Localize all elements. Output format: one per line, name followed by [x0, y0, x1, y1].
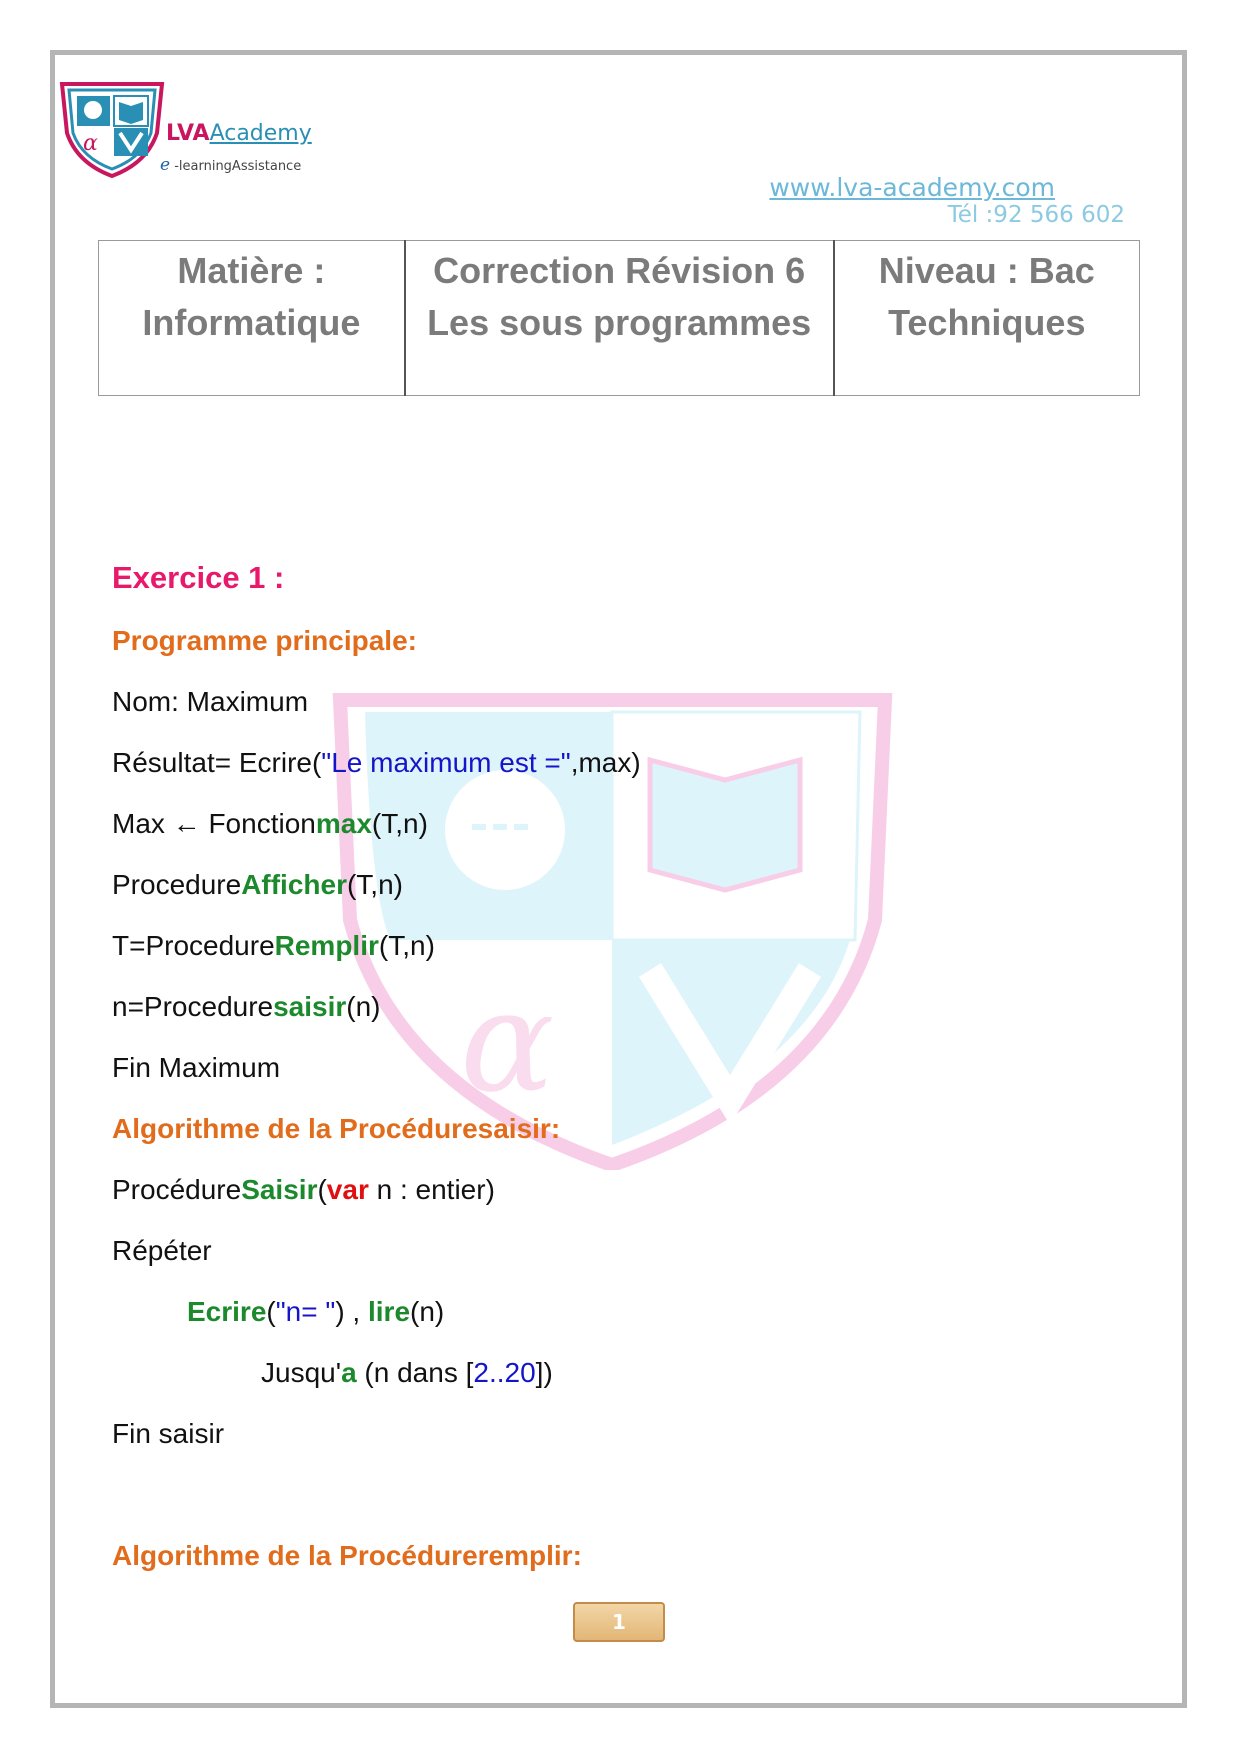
code-line-resultat — [112, 747, 641, 779]
code-line-nom: Nom: Maximum — [112, 686, 309, 717]
subject-line1: Matière : — [177, 250, 326, 291]
decl-text: Procédure — [112, 1174, 242, 1205]
decl-keyword: Saisir — [241, 1174, 318, 1205]
saisir-text: n=Procedure — [112, 991, 274, 1022]
decl-var-keyword: var — [326, 1174, 369, 1205]
code-line-saisir-decl — [112, 1174, 495, 1206]
brand-name — [166, 121, 312, 146]
range-low: 2 — [473, 1357, 489, 1388]
brand-lva: LVA — [166, 121, 210, 146]
decl-paren: ( — [317, 1174, 327, 1205]
code-line-saisir — [112, 991, 381, 1023]
jusqu-cond: (n dans [ — [356, 1357, 474, 1388]
jusqu-text: Jusqu' — [261, 1357, 342, 1388]
subject-line2: Informatique — [142, 302, 361, 343]
resultat-text: Résultat= Ecrire( — [112, 747, 322, 778]
code-line-remplir — [112, 930, 435, 962]
ecrire-keyword: Ecrire — [187, 1296, 267, 1327]
max-keyword: max — [315, 808, 372, 839]
ecrire-sep: ) , — [335, 1296, 368, 1327]
afficher-text: Procedure — [112, 869, 242, 900]
max-text: Max ← Fonction — [112, 808, 316, 839]
lire-args: (n) — [410, 1296, 445, 1327]
code-line-repeter: Répéter — [112, 1235, 212, 1266]
code-line-fin-saisir: Fin saisir — [112, 1418, 225, 1449]
level-line1: Niveau : Bac — [878, 250, 1095, 291]
tagline-e: e — [160, 155, 171, 175]
saisir-heading: Algorithme de la Procéduresaisir: — [112, 1113, 561, 1144]
title-line1: Correction Révision 6 — [433, 250, 806, 291]
title-cell — [405, 241, 834, 396]
remplir-args: (T,n) — [378, 930, 435, 961]
code-line-ecrire — [187, 1296, 444, 1328]
level-cell — [834, 241, 1140, 396]
range-high: 20 — [504, 1357, 536, 1388]
remplir-heading: Algorithme de la Procédureremplir: — [112, 1540, 582, 1571]
decl-params: n : entier) — [368, 1174, 495, 1205]
saisir-keyword: saisir — [273, 991, 347, 1022]
brand-academy: Academy — [209, 121, 312, 146]
resultat-string: "Le maximum est =" — [321, 747, 571, 778]
code-line-max — [112, 808, 428, 840]
page-number-badge: 1 — [573, 1602, 665, 1642]
brand-tagline — [160, 155, 301, 175]
main-program-heading: Programme principale: — [112, 625, 417, 656]
jusqu-a-keyword: a — [341, 1357, 357, 1388]
code-line-afficher — [112, 869, 403, 901]
info-table — [98, 240, 1140, 396]
code-line-fin-maximum: Fin Maximum — [112, 1052, 281, 1083]
level-line2: Techniques — [888, 302, 1086, 343]
remplir-keyword: Remplir — [274, 930, 379, 961]
lire-keyword: lire — [368, 1296, 411, 1327]
phone-number: Tél :92 566 602 — [947, 202, 1125, 228]
afficher-keyword: Afficher — [241, 869, 347, 900]
jusqu-close: ]) — [535, 1357, 553, 1388]
lva-academy-logo — [57, 78, 167, 178]
saisir-args: (n) — [346, 991, 381, 1022]
exercise-title: Exercice 1 : — [112, 560, 285, 595]
tagline-text: -learningAssistance — [174, 159, 302, 174]
title-line2: Les sous programmes — [427, 302, 812, 343]
afficher-args: (T,n) — [346, 869, 403, 900]
svg-text:α: α — [460, 961, 555, 1124]
remplir-text: T=Procedure — [112, 930, 275, 961]
ecrire-string: "n= " — [275, 1296, 336, 1327]
ecrire-paren: ( — [266, 1296, 276, 1327]
website-link[interactable]: www.lva-academy.com — [769, 173, 1055, 202]
resultat-args: ,max) — [570, 747, 641, 778]
svg-text:α: α — [83, 131, 98, 156]
subject-cell — [99, 241, 405, 396]
range-sep: .. — [488, 1357, 505, 1388]
max-args: (T,n) — [371, 808, 428, 839]
code-line-jusqua — [261, 1357, 553, 1389]
